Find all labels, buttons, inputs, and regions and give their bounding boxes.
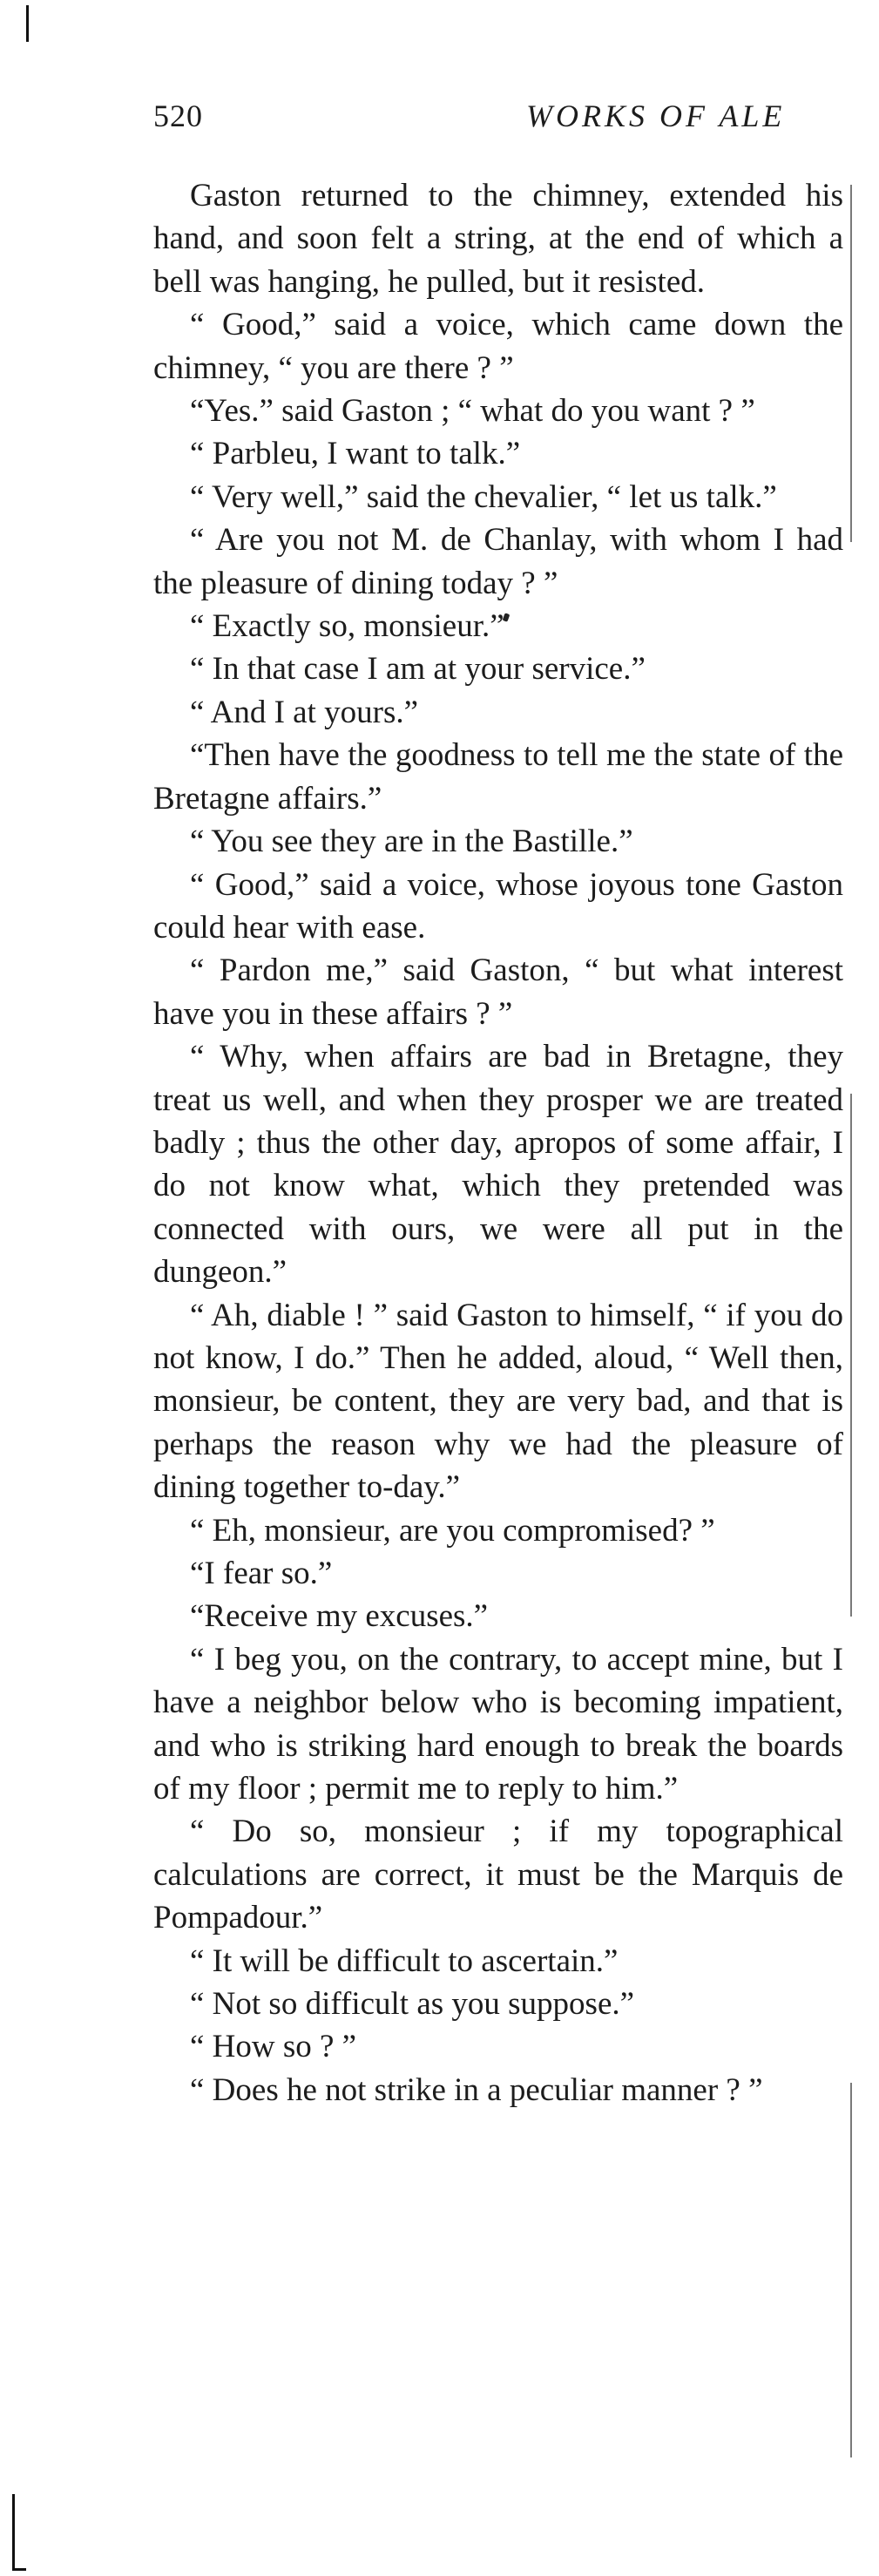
crop-mark-bottom: [12, 2568, 26, 2571]
paragraph: “ Parbleu, I want to talk.”: [190, 436, 521, 472]
paragraph: “Then have the goodness to tell me the state of the Bretagne affairs.”: [153, 737, 843, 817]
page-header: [153, 98, 879, 141]
paragraph: “ Eh, monsieur, are you compromised? ”: [190, 1512, 715, 1549]
paragraph: “ Why, when affairs are bad in Bretagne, they treat us well, and when they prosper we are treated badly ; thus the other day, apropos of some affair, I do not know what, which they pretended was connected with ours, we were all put in the dungeon.”: [153, 1039, 843, 1291]
paragraph: “ Good,” said a voice, which came down the chimney, “ you are there ? ”: [153, 307, 843, 386]
paragraph: “ And I at yours.”: [190, 694, 419, 730]
paragraph: “ I beg you, on the contrary, to accept mine, but I have a neighbor below who is becoming impatient, and who is striking hard enough to break the boards of my floor ; permit me to reply to him.”: [153, 1641, 843, 1807]
paragraph: “ Exactly so, monsieur.”: [190, 608, 504, 645]
paragraph: “ Do so, monsieur ; if my topographical calculations are correct, it must be the Marquis de Pompadour.”: [153, 1813, 843, 1936]
paragraph: “Receive my excuses.”: [190, 1598, 489, 1635]
paragraph: “ In that case I am at your service.”: [190, 651, 646, 688]
paragraph: “ It will be difficult to ascertain.”: [190, 1942, 619, 1979]
margin-rule: [850, 1094, 852, 1617]
paragraph: “ Ah, diable ! ” said Gaston to himself, “ if you do not know, I do.” Then he added, aloud, “ Well then, monsieur, be content, they are very bad, and that is perhaps the reason why we had the pleasure of dining together to-day.”: [153, 1297, 843, 1506]
page-number: 520: [153, 98, 203, 133]
paragraph: “ Good,” said a voice, whose joyous tone Gaston could hear with ease.: [153, 866, 843, 946]
paragraph: “I fear so.”: [190, 1556, 333, 1591]
running-head: WORKS OF ALE: [526, 98, 786, 133]
paragraph: “ Are you not M. de Chanlay, with whom I had the pleasure of dining today ? ”: [153, 522, 843, 601]
margin-rule: [850, 185, 852, 542]
paragraph: “ Very well,” said the chevalier, “ let us talk.”: [190, 478, 777, 515]
body-text: [153, 174, 843, 2112]
paragraph: Gaston returned to the chimney, extended his hand, and soon felt a string, at the end of which a bell was hanging, he pulled, but it resisted.: [153, 178, 843, 300]
paragraph: “ Not so difficult as you suppose.”: [190, 1986, 635, 2023]
paragraph: “ You see they are in the Bastille.”: [190, 824, 633, 860]
paragraph: “ Pardon me,” said Gaston, “ but what interest have you in these affairs ? ”: [153, 952, 843, 1032]
crop-mark-bottom: [12, 2494, 15, 2571]
paragraph: “ How so ? ”: [190, 2029, 357, 2065]
crop-mark-top: [26, 5, 29, 42]
paragraph: “ Does he not strike in a peculiar manner ? ”: [190, 2071, 763, 2108]
paragraph: “Yes.” said Gaston ; “ what do you want ? ”: [190, 393, 755, 430]
margin-rule: [850, 2083, 852, 2457]
